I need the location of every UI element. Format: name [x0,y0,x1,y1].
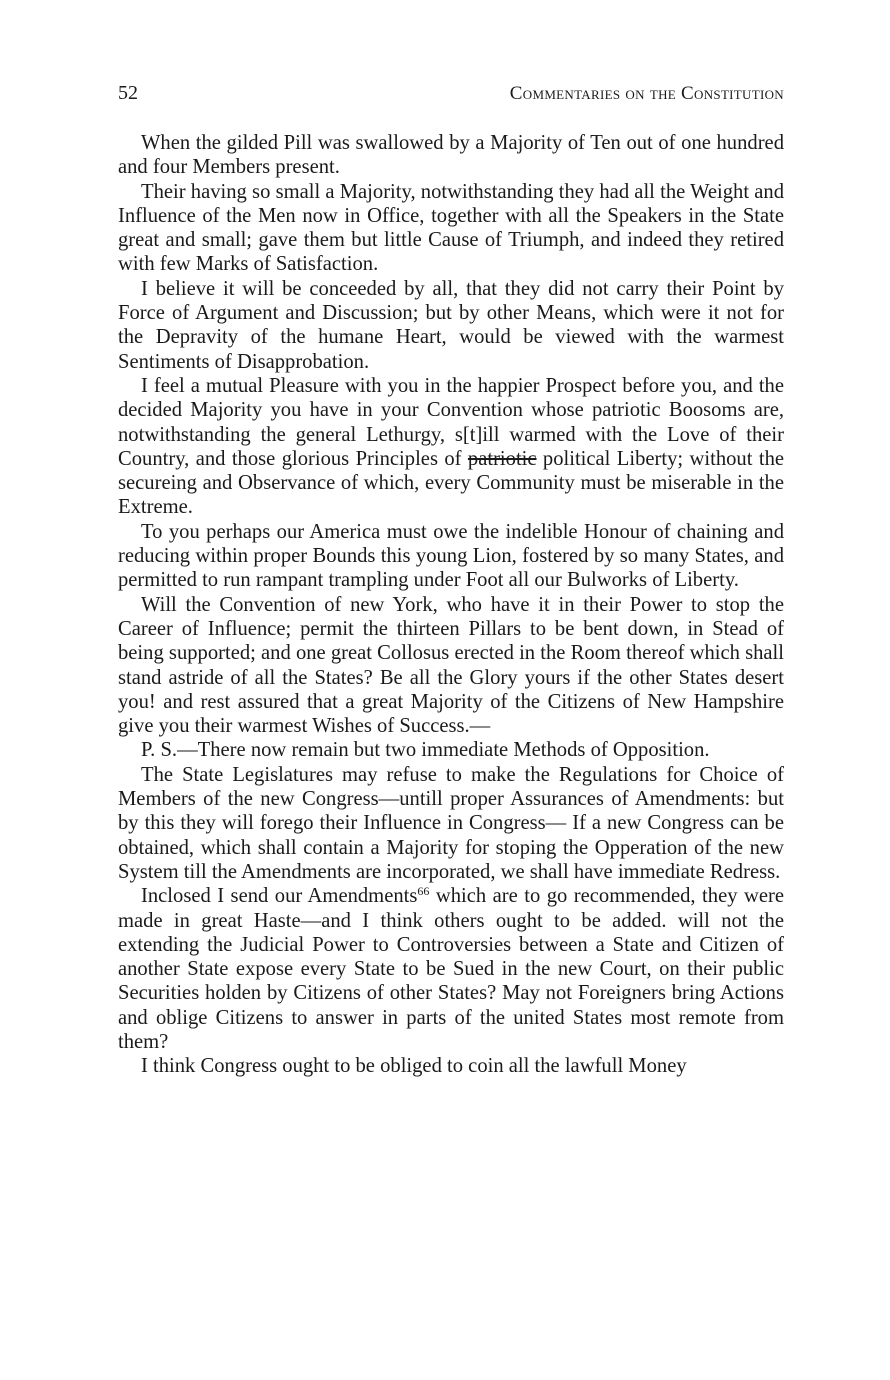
paragraph [118,374,784,520]
paragraph: Will the Convention of new York, who have it in their Power to stop the Career of Influence; permit the thirteen Pillars to be bent down, in Stead of being supported; and one great Collosus erected in the Room thereof which shall stand astride of all the States? Be all the Glory yours if the other States desert you! and rest assured that a great Majority of the Citizens of New Hampshire give you their warmest Wishes of Success.— [118,593,784,738]
page-number: 52 [118,82,138,104]
paragraph: The State Legislatures may refuse to make the Regulations for Choice of Members of the new Congress—untill proper Assurances of Amendments: but by this they will forego their Influence in Congress— If a new Congress can be obtained, which shall contain a Majority for stoping the Opperation of the new System till the Amendments are incorporated, we shall have immediate Redress. [118,763,784,883]
page-header [118,82,784,105]
paragraph: I believe it will be conceeded by all, that they did not carry their Point by Force of Argument and Discussion; but by other Means, which were it not for the Depravity of the humane Heart, would be viewed with the warmest Sentiments of Disapprobation. [118,277,784,373]
paragraph: When the gilded Pill was swallowed by a Majority of Ten out of one hundred and four Members present. [118,132,784,179]
running-title: Commentaries on the Constitution [509,83,784,104]
paragraph [118,884,784,1054]
paragraph-text: which are to go recommended, they were made in great Haste—and I think others ought to be added. will not the extending the Judicial Power to Controversies between a State and Citizen of another State expose every State to be Sued in the new Court, on their public Securities holden by Citizens of other States? May not Foreigners bring Actions and oblige Citizens to answer in parts of the united States most remote from them? [118,885,784,1053]
paragraph-text: Inclosed I send our Amendments [141,885,418,908]
paragraph: I think Congress ought to be obliged to coin all the lawfull Money [141,1055,687,1078]
struck-word: patriotic [467,447,537,470]
paragraph-text: I feel a mutual Pleasure with you in the happier Prospect before you, and the decided Majority you have in your Convention whose patriotic Boosoms are, notwithstanding the general Lethurgy, s[t]ill warmed with the Love of their Country, and those glorious Principles of [118,374,784,470]
paragraph: Their having so small a Majority, notwithstanding they had all the Weight and Influence of the Men now in Office, together with all the Speakers in the State great and small; gave them but little Cause of Triumph, and indeed they retired with few Marks of Satisfaction. [118,180,784,276]
footnote-ref[interactable]: 66 [417,884,430,899]
paragraph: P. S.—There now remain but two immediate Methods of Opposition. [141,739,710,762]
body-text [118,131,784,1079]
paragraph-text: political Liberty; without the secureing and Observance of which, every Community must be miserable in the Extreme. [118,447,785,519]
paragraph: To you perhaps our America must owe the indelible Honour of chaining and reducing within proper Bounds this young Lion, fostered by so many States, and permitted to run rampant trampling under Foot all our Bulworks of Liberty. [118,520,784,592]
